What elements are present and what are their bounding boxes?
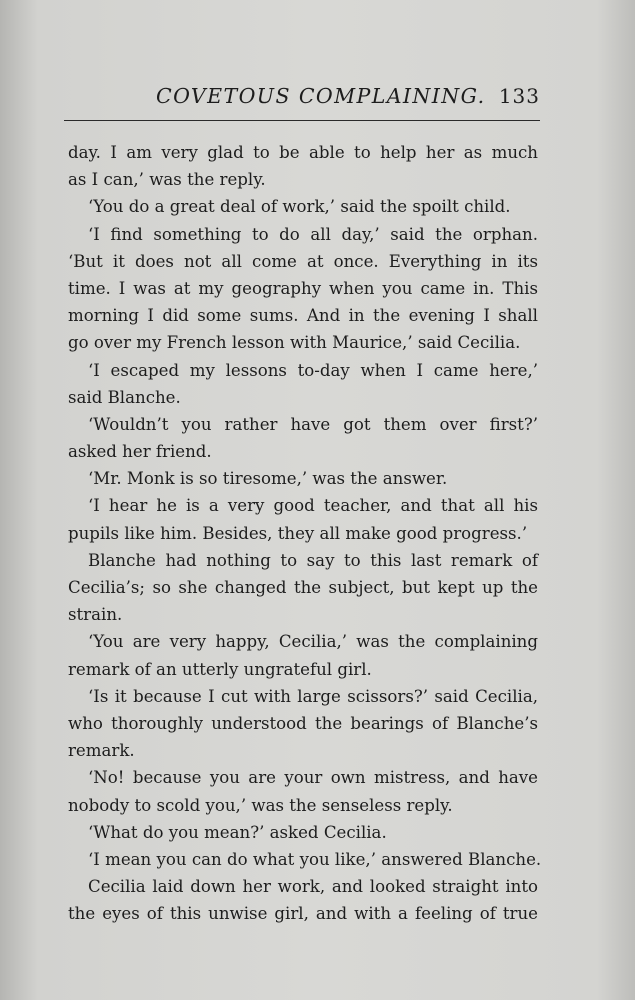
text-line: go over my French lesson with Maurice,’ said Cecilia. — [68, 333, 521, 353]
text-line: ‘Mr. Monk is so tiresome,’ was the answer. — [88, 469, 448, 489]
chapter-title: COVETOUS COMPLAINING. — [156, 84, 486, 108]
body-text — [68, 139, 542, 927]
text-line: Cecilia laid down her work, and looked straight into — [88, 877, 538, 897]
text-line: who thoroughly understood the bearings of Blanche’s — [68, 713, 538, 733]
running-head — [64, 84, 540, 110]
text-line: ‘You are very happy, Cecilia,’ was the complaining — [88, 632, 538, 652]
text-line: remark of an utterly ungrateful girl. — [68, 659, 372, 679]
page-number: 133 — [498, 84, 540, 108]
text-line: Cecilia’s; so she changed the subject, but kept up the — [68, 578, 538, 597]
text-line: ‘Wouldn’t you rather have got them over first?’ — [88, 414, 538, 434]
text-line: ‘Is it because I cut with large scissors?’ said Cecilia, — [88, 686, 538, 706]
text-line: Blanche had nothing to say to this last remark of — [88, 550, 538, 570]
text-line: ‘I escaped my lessons to-day when I came here,’ — [88, 360, 538, 380]
text-line: as I can,’ was the reply. — [68, 170, 266, 190]
text-line: strain. — [68, 605, 123, 625]
text-line: ‘I mean you can do what you like,’ answered Blanche. — [88, 849, 542, 869]
text-line: said Blanche. — [68, 387, 181, 407]
text-line: nobody to scold you,’ was the senseless reply. — [68, 795, 453, 815]
text-line: asked her friend. — [68, 442, 212, 462]
text-line: morning I did some sums. And in the evening I shall — [68, 306, 538, 326]
text-line: ‘I find something to do all day,’ said the orphan. — [88, 224, 538, 244]
text-line: ‘But it does not all come at once. Everything in its — [68, 251, 538, 271]
text-line: day. I am very glad to be able to help her as much — [68, 143, 538, 162]
text-line: ‘You do a great deal of work,’ said the spoilt child. — [88, 197, 511, 217]
text-line: remark. — [68, 741, 135, 761]
text-line: ‘No! because you are your own mistress, and have — [88, 768, 538, 788]
text-line: ‘What do you mean?’ asked Cecilia. — [88, 822, 387, 842]
text-line: time. I was at my geography when you came in. This — [68, 278, 538, 298]
text-line: ‘I hear he is a very good teacher, and that all his — [88, 496, 538, 516]
header-rule — [64, 120, 540, 121]
text-line: pupils like him. Besides, they all make good progress.’ — [68, 523, 528, 543]
text-line: the eyes of this unwise girl, and with a feeling of true — [68, 904, 538, 924]
